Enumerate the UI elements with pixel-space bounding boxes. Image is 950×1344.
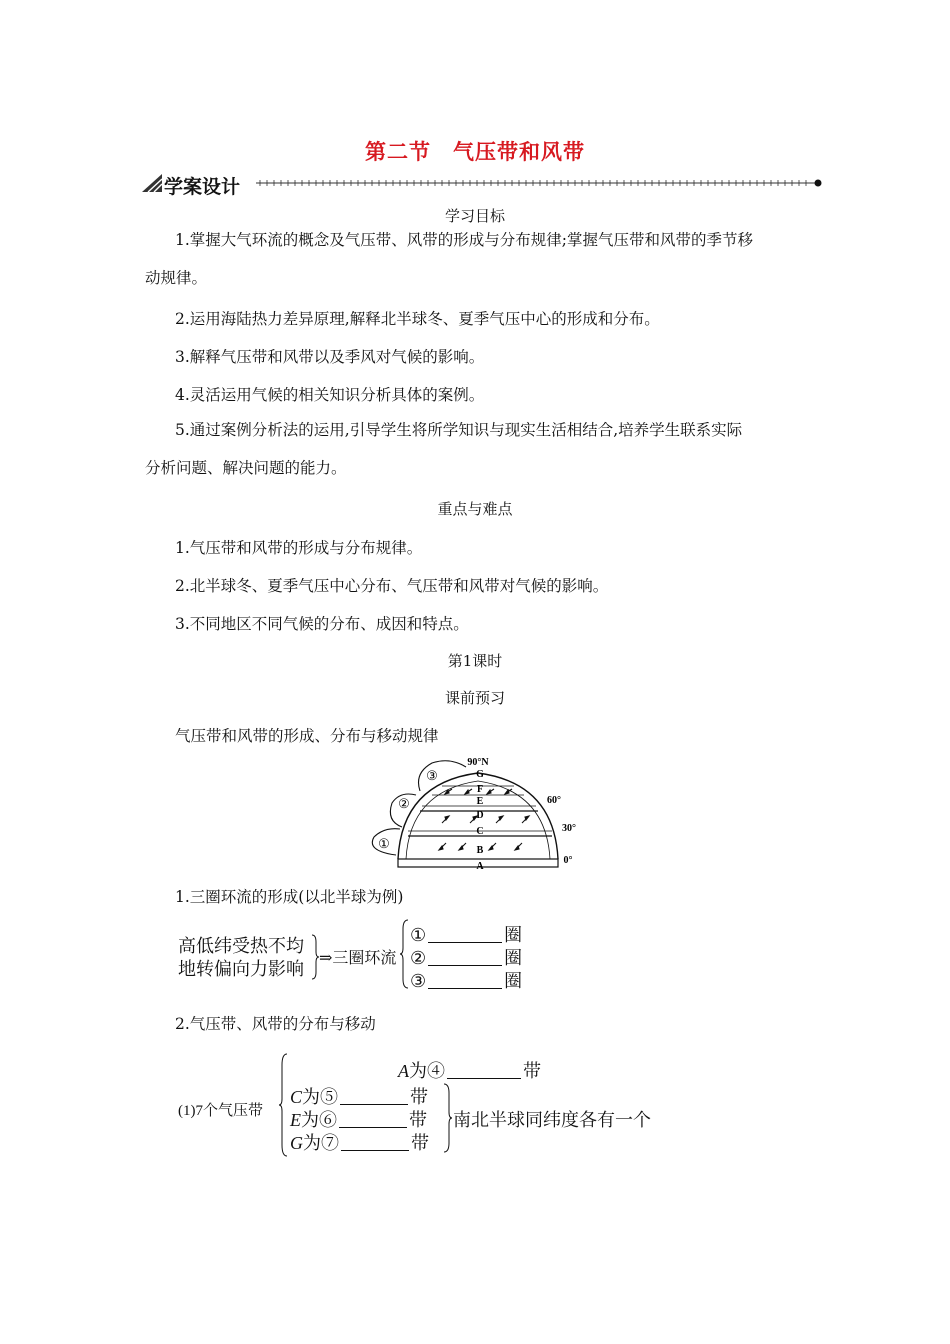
cell-1-label: ①: [378, 836, 390, 851]
belt-4-blank[interactable]: [447, 1062, 521, 1079]
pressure-belts-label: (1)7个气压带: [178, 1103, 263, 1119]
label-30: 30°: [562, 823, 576, 834]
belt-a-row: [398, 1057, 541, 1083]
key-point-2: 2.北半球冬、夏季气压中心分布、气压带和风带对气候的影响。: [175, 577, 609, 595]
label-g: G: [476, 769, 484, 780]
topic-line: 气压带和风带的形成、分布与移动规律: [175, 727, 439, 745]
belt-c-suffix: 带: [410, 1087, 429, 1107]
cell-row-3: [410, 967, 522, 993]
belt-g-row: [290, 1129, 429, 1155]
cell-3-blank[interactable]: [428, 972, 502, 989]
belt-e-suffix: 带: [409, 1110, 427, 1130]
section-header-label: 学案设计: [164, 176, 241, 198]
label-c: C: [476, 826, 484, 837]
preview-label: 课前预习: [444, 689, 505, 707]
goal-1-line1: 1.掌握大气环流的概念及气压带、风带的形成与分布规律;掌握气压带和风带的季节移: [175, 231, 754, 249]
goal-3: 3.解释气压带和风带以及季风对气候的影响。: [175, 348, 485, 366]
belt-a-text: 为④: [409, 1061, 445, 1081]
cell-1-blank[interactable]: [428, 926, 502, 943]
label-90n: 90°N: [467, 757, 489, 768]
goal-4: 4.灵活运用气候的相关知识分析具体的案例。: [175, 386, 485, 404]
key-point-1: 1.气压带和风带的形成与分布规律。: [175, 539, 423, 557]
goal-2: 2.运用海陆热力差异原理,解释北半球冬、夏季气压中心的形成和分布。: [175, 310, 660, 328]
belt-a-letter: A: [398, 1061, 409, 1081]
belt-g-suffix: 带: [411, 1133, 429, 1153]
cell-row-3-num: ③: [410, 971, 427, 991]
goal-5-line2: 分析问题、解决问题的能力。: [145, 459, 347, 477]
goal-1-line2: 动规律。: [145, 269, 208, 287]
label-b: B: [476, 845, 484, 856]
label-f: F: [476, 784, 484, 795]
goal-5-line1: 5.通过案例分析法的运用,引导学生将所学知识与现实生活相结合,培养学生联系实际: [175, 421, 743, 439]
belt-c-text: 为⑤: [302, 1087, 339, 1107]
header-dotted-rule: [256, 174, 822, 192]
cell-2-blank[interactable]: [428, 949, 502, 966]
wind-arrows: [439, 789, 529, 850]
goal-5: [145, 411, 810, 487]
belt-e-text: 为⑥: [301, 1110, 337, 1130]
cause-line-1: 高低纬受热不均: [178, 936, 304, 956]
key-points-heading: 重点与难点: [437, 500, 513, 518]
cell-row-1-suffix: 圈: [504, 925, 523, 945]
belt-6-blank[interactable]: [339, 1111, 407, 1128]
belt-5-blank[interactable]: [340, 1088, 408, 1105]
cause-line-2: 地转偏向力影响: [178, 959, 304, 979]
belt-g-letter: G: [290, 1133, 303, 1153]
three-cell-arrow: ⇒三圈环流: [319, 950, 397, 967]
cell-row-3-suffix: 圈: [504, 971, 523, 991]
cell-row-2-num: ②: [410, 948, 427, 968]
belt-e-letter: E: [290, 1110, 301, 1130]
hemisphere-note: 南北半球同纬度各有一个: [453, 1110, 651, 1130]
belt-g-text: 为⑦: [303, 1133, 339, 1153]
goal-1: [145, 221, 810, 297]
belt-7-blank[interactable]: [341, 1134, 409, 1151]
header-stripe-icon: [142, 174, 162, 192]
page-title: 第二节 气压带和风带: [365, 140, 585, 164]
belt-c-letter: C: [290, 1087, 303, 1107]
cell-row-2-suffix: 圈: [504, 948, 523, 968]
label-60: 60°: [547, 795, 561, 806]
section2-heading: 2.气压带、风带的分布与移动: [175, 1015, 376, 1033]
label-0: 0°: [563, 855, 573, 866]
label-d: D: [476, 810, 484, 821]
belts-right-brace: [442, 1083, 452, 1153]
section-header: [142, 172, 822, 198]
belt-a-suffix: 带: [523, 1061, 541, 1081]
cell-row-1-num: ①: [410, 925, 427, 945]
label-e: E: [476, 796, 484, 807]
cell-2-label: ②: [398, 796, 410, 811]
cells-left-brace: [400, 919, 410, 989]
label-a: A: [476, 861, 484, 872]
belts-left-brace: [279, 1053, 289, 1157]
goals-heading: 学习目标: [444, 207, 505, 225]
circulation-diagram: [362, 755, 592, 875]
key-point-3: 3.不同地区不同气候的分布、成因和特点。: [175, 615, 469, 633]
cell-3-label: ③: [426, 768, 438, 783]
section1-heading: 1.三圈环流的形成(以北半球为例): [175, 888, 404, 906]
lesson-label: 第1课时: [447, 652, 503, 670]
